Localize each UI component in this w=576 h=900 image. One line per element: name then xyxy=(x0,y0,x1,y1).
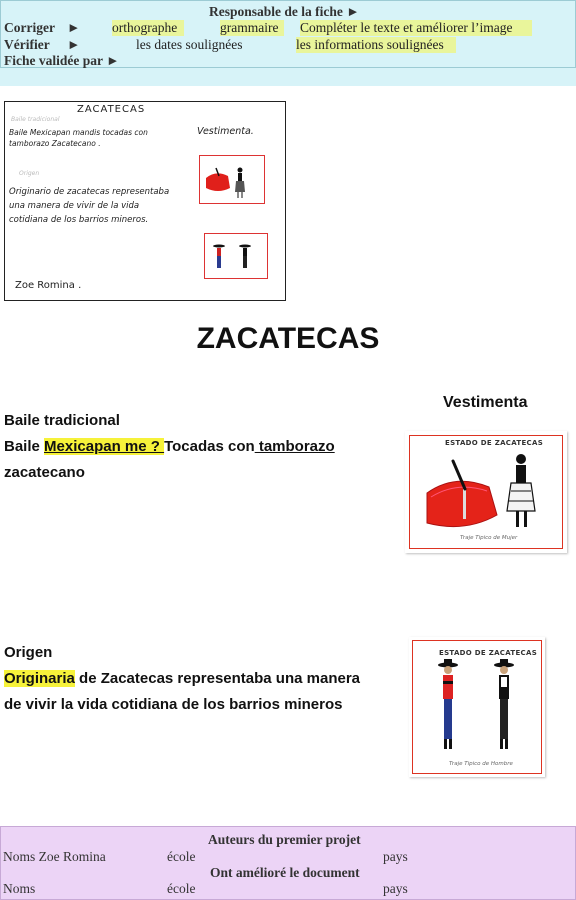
originaria-highlight: Originaria xyxy=(4,670,75,687)
scan-origin2: una manera de vivir de la vida xyxy=(9,201,140,211)
scan-title: ZACATECAS xyxy=(77,104,146,115)
pic1-title: ESTADO DE ZACATECAS xyxy=(445,439,544,447)
baile-word: Baile xyxy=(4,438,45,455)
scan-mini-men-drawing xyxy=(205,234,267,278)
review-title: Responsable de la fiche ► xyxy=(209,4,360,19)
pic1-caption: Traje Tipico de Mujer xyxy=(460,535,518,541)
scan-mini-image-woman xyxy=(199,155,265,204)
noms-first: Noms Zoe Romina xyxy=(3,849,106,864)
mexicapan-highlight: Mexicapan me ? xyxy=(44,438,165,455)
verifier-label: Vérifier xyxy=(4,37,50,52)
ameliore-heading: Ont amélioré le document xyxy=(210,865,360,880)
orthographe-item: orthographe xyxy=(112,20,184,36)
scan-section2-label: Origen xyxy=(19,170,40,177)
pic2-title: ESTADO DE ZACATECAS xyxy=(439,649,538,657)
scan-mini-woman-drawing xyxy=(200,156,264,203)
vestimenta-heading: Vestimenta xyxy=(443,394,528,411)
zacatecano-line: zacatecano xyxy=(4,464,85,481)
tocadas-text: Tocadas con xyxy=(164,438,255,455)
noms-second: Noms xyxy=(3,881,36,896)
scan-author: Zoe Romina . xyxy=(15,280,82,291)
scan-origin1: Originario de zacatecas representaba xyxy=(9,187,170,197)
scan-origin3: cotidiana de los barrios mineros. xyxy=(9,215,149,225)
costume-image-men xyxy=(409,637,545,777)
origen-heading: Origen xyxy=(4,644,53,661)
auteurs-heading: Auteurs du premier projet xyxy=(208,832,361,847)
informations-item: les informations soulignées xyxy=(296,37,456,53)
origen-line2: de vivir la vida cotidiana de los barrios mineros xyxy=(4,696,343,713)
scan-vestimenta: Vestimenta. xyxy=(197,126,254,137)
authors-footer xyxy=(0,826,576,900)
scan-section1-label: Baile tradicional xyxy=(11,116,60,123)
origen-rest-text: de Zacatecas representaba una manera xyxy=(74,670,360,687)
pays-second: pays xyxy=(383,881,408,896)
scan-line2: tamborazo Zacatecano . xyxy=(9,139,101,148)
costume-image-woman xyxy=(405,431,567,553)
baile-heading: Baile tradicional xyxy=(4,412,120,429)
pic2-caption: Traje Tipico de Hombre xyxy=(449,761,513,767)
ecole-second: école xyxy=(167,881,196,896)
corriger-label: Corriger xyxy=(4,20,55,35)
scan-line1: Baile Mexicapan mandis tocadas con xyxy=(9,128,148,137)
pays-first: pays xyxy=(383,849,408,864)
corriger-arrow: ► xyxy=(67,20,81,35)
origen-line1 xyxy=(4,670,360,687)
men-costume-drawing xyxy=(409,637,545,777)
baile-line xyxy=(4,438,335,455)
review-box xyxy=(0,0,576,86)
dates-item: les dates soulignées xyxy=(136,37,243,52)
fiche-validee-label: Fiche validée par ► xyxy=(4,53,120,68)
verifier-arrow: ► xyxy=(67,37,81,52)
tamborazo-text: tamborazo xyxy=(254,438,335,455)
main-title: ZACATECAS xyxy=(196,322,380,355)
handwritten-scan xyxy=(4,101,286,301)
completer-item: Compléter le texte et améliorer l’image xyxy=(300,20,532,36)
grammaire-item: grammaire xyxy=(220,20,284,36)
ecole-first: école xyxy=(167,849,196,864)
scan-mini-image-men xyxy=(204,233,268,279)
